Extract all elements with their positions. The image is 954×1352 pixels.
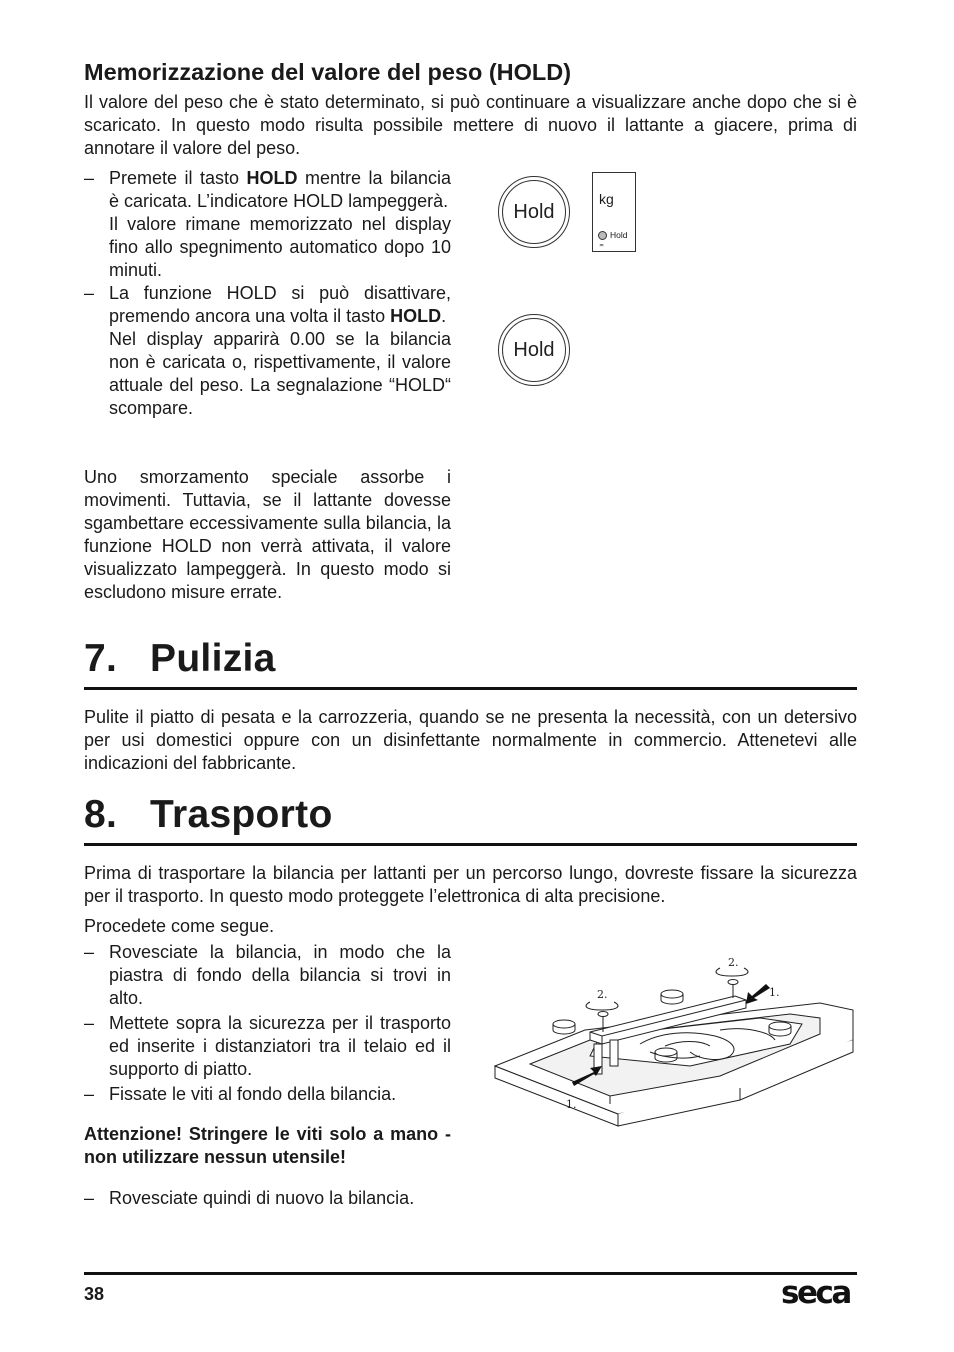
transport-steps-list [84,941,451,1106]
figure-label-1b: 1. [566,1098,577,1111]
hold-step-1 [84,167,451,282]
hold-button-illustration-1 [498,176,570,248]
chapter-8-number: 8. [84,793,118,836]
hold-step-2 [84,282,451,420]
page-number: 38 [84,1284,105,1304]
transport-lock-figure [490,948,858,1140]
hold-step-1-pre: Premete il tasto [109,168,247,188]
hold-indicator-icon [598,231,607,240]
hold-button-label: Hold [502,180,566,244]
figure-label-2b: 2. [597,988,608,1001]
hold-outro: Uno smorzamento speciale assorbe i movimenti. Tuttavia, se il lattante dovesse sgambettare eccessivamente sulla bilancia, la funzione HOLD non verrà attivata, il valore visualizzato lampeggerà. In questo modo si escludono misure errate. [84,467,451,602]
hold-step-2-post: . [441,306,447,326]
figure-label-1a: 1. [769,986,780,999]
hold-section-title: Memorizzazione del valore del peso (HOLD) [84,59,572,85]
hold-steps-list [84,167,451,420]
chapter-8-title: Trasporto [150,793,333,836]
chapter-8-rule [84,843,857,846]
hold-step-1-key: HOLD [246,168,298,188]
transport-step-1: – Rovesciate la bilancia, in modo che la piastra di fondo della bilancia si trovi in alto. [84,941,451,1010]
chapter-7-number: 7. [84,637,118,680]
hold-intro: Il valore del peso che è stato determinato, si può continuare a visualizzare anche dopo che si è scaricato. In questo modo risulta possibile mettere di nuovo il lattante a giacere, prima di annotare il valore del peso. [84,92,857,158]
transport-step-3: – Fissate le viti al fondo della bilancia. [84,1083,451,1106]
seca-logo: seca [781,1275,850,1311]
hold-step-2-key: HOLD [390,306,442,326]
transport-final-step: – Rovesciate quindi di nuovo la bilancia. [84,1187,451,1210]
display-unit-label: kg [599,191,614,207]
hold-step-2-pre: La funzione HOLD si può disattivare, premendo ancora una volta il tasto [109,283,451,326]
transport-warning: Attenzione! Stringere le viti solo a mano - non utilizzare nessun utensile! [84,1124,451,1167]
hold-step-1-post: mentre la bilancia è caricata. L’indicatore HOLD lampeggerà. [109,168,451,211]
transport-intro: Prima di trasportare la bilancia per lattanti per un percorso lungo, dovreste fissare la sicurezza per il trasporto. In questo modo proteggete l’elettronica di alta precisione. [84,863,857,906]
hold-button-illustration-2 [498,314,570,386]
display-hold-indicator: Hold [610,230,628,240]
hold-step-2-continuation: Nel display apparirà 0.00 se la bilancia non è caricata o, rispettivamente, il valore attuale del peso. La segnalazione “HOLD“ scompare. [109,329,451,418]
chapter-7-heading [84,637,276,681]
transport-procedure: Procedete come segue. [84,916,275,936]
hold-button-label-2: Hold [502,318,566,382]
chapter-7-rule [84,687,857,690]
cleaning-text: Pulite il piatto di pesata e la carrozzeria, quando se ne presenta la necessità, con un detersivo per usi domestici oppure con un disinfettante normalmente in commercio. Attenetevi alle indicazioni del fabbricante. [84,707,857,773]
transport-final-list [84,1187,451,1210]
display-small-symbol: ≍ [599,243,605,249]
hold-step-1-continuation: Il valore rimane memorizzato nel display fino allo spegnimento automatico dopo 10 minuti. [109,214,451,280]
chapter-7-title: Pulizia [150,637,276,680]
chapter-8-heading [84,793,333,837]
figure-label-2a: 2. [728,956,739,969]
footer-rule [84,1272,857,1275]
transport-step-2: – Mettete sopra la sicurezza per il trasporto ed inserite i distanziatori tra il telaio ed il supporto di piatto. [84,1012,451,1081]
display-illustration [592,172,636,252]
